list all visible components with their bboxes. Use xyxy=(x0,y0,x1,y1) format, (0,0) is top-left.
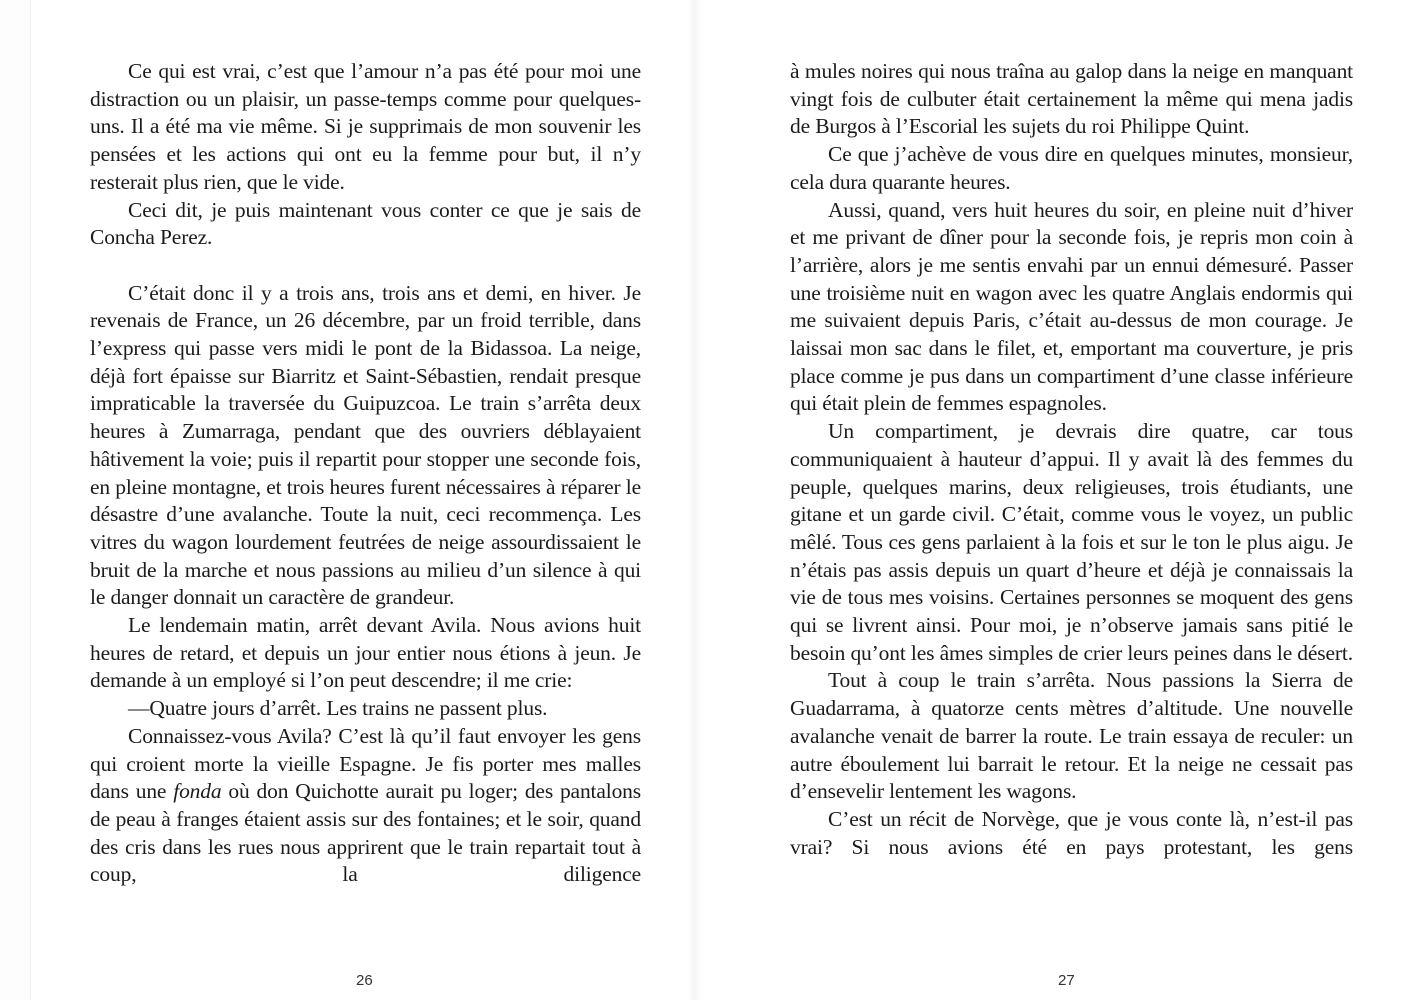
paragraph: Ce qui est vrai, c’est que l’amour n’a pas été pour moi une distraction ou un plaisir, un passe-temps comme pour quelques-uns. Il a été ma vie même. Si je supprimais de mon souvenir les pensées et les actions qui ont eu la femme pour but, il n’y resterait plus rien, que le vide. xyxy=(90,59,641,194)
left-page xyxy=(30,0,691,1000)
paragraph: C’est un récit de Norvège, que je vous conte là, n’est-il pas vrai? Si nous avions été en pays protestant, les gens xyxy=(790,806,1353,859)
paragraph-text-after: où don Quichotte aurait pu loger; des pantalons de peau à franges étaient assis sur des fontaines; et le soir, quand des cris dans les rues nous apprirent que le train repartait tout à coup, la diligence xyxy=(90,779,642,887)
page-number: 26 xyxy=(356,972,373,989)
paragraph: Le lendemain matin, arrêt devant Avila. Nous avions huit heures de retard, et depuis un jour entier nous étions à jeun. Je demande à un employé si l’on peut descendre; il me crie: xyxy=(90,613,641,693)
paragraph: Aussi, quand, vers huit heures du soir, en pleine nuit d’hiver et me privant de dîner pour la seconde fois, je repris mon coin à l’arrière, alors je me sentis envahi par un ennui démesuré. Passer une troisième nuit en wagon avec les quatre Anglais endormis qui me suivaient depuis Paris, c’était au-dessus de mon courage. Je laissai mon sac dans le filet, et, emportant ma couverture, je pris place comme je pus dans un compartiment d’une classe inférieure qui était plein de femmes espagnoles. xyxy=(790,197,1353,416)
right-page-text xyxy=(790,58,1353,861)
paragraph: C’était donc il y a trois ans, trois ans et demi, en hiver. Je revenais de France, un 26 décembre, par un froid terrible, dans l’express qui passe vers midi le pont de la Bidassoa. La neige, déjà fort épaisse sur Biarritz et Saint-Sébastien, rendait presque impraticable la traversée du Guipuzcoa. Le train s’arrêta deux heures à Zumarraga, pendant que des ouvriers déblayaient hâtivement la voie; puis il repartit pour stopper une seconde fois, en pleine montagne, et trois heures furent nécessaires à réparer le désastre d’une avalanche. Toute la nuit, ceci recommença. Les vitres du wagon lourdement feutrées de neige assourdissaient le bruit de la marche et nous passions au milieu d’un silence à qui le danger donnait un caractère de grandeur. xyxy=(90,280,641,610)
paragraph: Un compartiment, je devrais dire quatre, car tous communiquaient à hauteur d’appui. Il y avait là des femmes du peuple, quelques marins, deux religieuses, trois étudiants, une gitane et un garde civil. C’était, comme vous le voyez, un public mêlé. Tous ces gens parlaient à la fois et sur le ton le plus aigu. Je n’étais pas assis depuis un quart d’heure et déjà je connaissais la vie de tous mes voisins. Certaines personnes se moquent des gens qui se livrent ainsi. Pour moi, je n’observe jamais sans pitié le besoin qu’ont les âmes simples de crier leurs peines dans le désert. xyxy=(790,419,1353,665)
right-page xyxy=(700,0,1425,1000)
dialogue-line: —Quatre jours d’arrêt. Les trains ne passent plus. xyxy=(128,696,548,721)
paragraph xyxy=(90,723,641,889)
paragraph-continued: à mules noires qui nous traîna au galop dans la neige en manquant vingt fois de culbuter était certainement la même qui mena jadis de Burgos à l’Escorial les sujets du roi Philippe Quint. xyxy=(790,59,1353,139)
italic-word: fonda xyxy=(173,779,222,804)
page-number: 27 xyxy=(1058,972,1075,989)
paragraph: Ceci dit, je puis maintenant vous conter ce que je sais de Concha Perez. xyxy=(90,197,641,250)
left-page-text xyxy=(90,58,641,889)
paragraph-text-before: Connaissez-vous Avila? C’est là qu’il faut envoyer les gens qui croient morte la vieille Espagne. Je fis porter mes malles dans une xyxy=(90,723,641,804)
paragraph: Tout à coup le train s’arrêta. Nous passions la Sierra de Guadarrama, à quatorze cents mètres d’altitude. Une nouvelle avalanche venait de barrer la route. Le train essaya de reculer: un autre éboulement lui barrait le retour. Et la neige ne cessait pas d’ensevelir lentement les wagons. xyxy=(790,668,1353,804)
paragraph: Ce que j’achève de vous dire en quelques minutes, monsieur, cela dura quarante heures. xyxy=(790,142,1353,194)
